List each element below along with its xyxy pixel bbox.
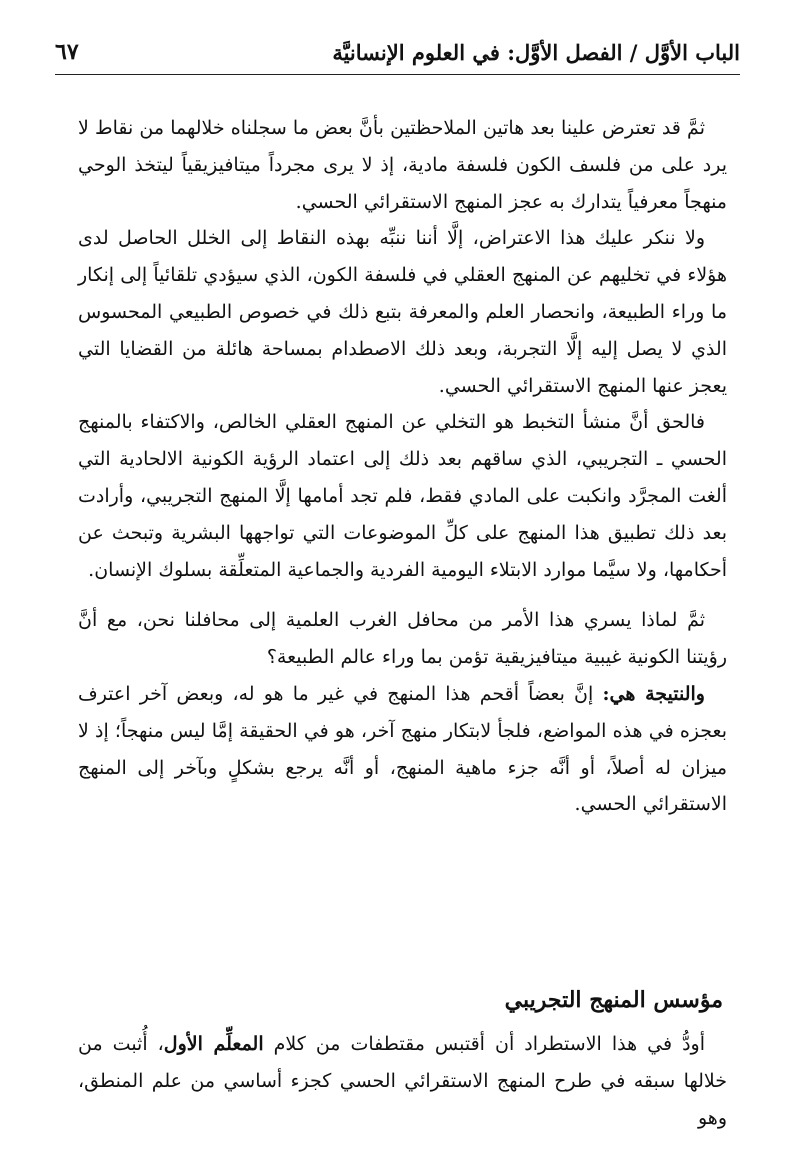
running-header bbox=[55, 30, 740, 75]
paragraph-3 bbox=[78, 404, 727, 588]
paragraph-lead: والنتيجة هي: bbox=[602, 682, 705, 705]
paragraph-text: أودُّ في هذا الاستطراد أن أقتبس مقتطفات من كلام bbox=[263, 1033, 705, 1055]
page-number: ٦٧ bbox=[55, 39, 79, 65]
paragraph-text: ، أُثبت من خلالها سبقه في طرح المنهج الاستقرائي الحسي كجزء أساسي من علم المنطق، وهو bbox=[78, 1033, 727, 1129]
paragraph-text: ثمَّ لماذا يسري هذا الأمر من محافل الغرب العلمية إلى محافلنا نحن، مع أنَّ رؤيتنا الكونية غيبية ميتافيزيقية تؤمن بما وراء عالم الطبيعة؟ bbox=[78, 609, 727, 669]
paragraph-text: فالحق أنَّ منشأ التخبط هو التخلي عن المنهج العقلي الخالص، والاكتفاء بالمنهج الحسي ـ التجريبي، الذي ساقهم بعد ذلك إلى اعتماد الرؤية الكونية الالحادية التي ألغت المجرَّد وانكبت على المادي فقط، فلم تجد أمامها إلَّا المنهج التجريبي، وأرادت بعد ذلك تطبيق هذا المنهج على كلِّ الموضوعات التي تواجهها البشرية وتبحث عن أحكامها، ولا سيَّما موارد الابتلاء اليومية الفردية والجماعية المتعلِّقة بسلوك الإنسان. bbox=[78, 411, 727, 581]
body-text bbox=[78, 110, 727, 823]
bold-term: المعلِّم الأول bbox=[163, 1033, 264, 1055]
header-title: الباب الأوَّل / الفصل الأوَّل: في العلوم الإنسانيَّة bbox=[332, 39, 740, 65]
paragraph-5 bbox=[78, 676, 727, 823]
paragraph-text: ولا ننكر عليك هذا الاعتراض، إلَّا أننا ننبِّه بهذه النقاط إلى الخلل الحاصل لدى هؤلاء في تخليهم عن المنهج العقلي في فلسفة الكون، الذي سيؤدي تلقائياً إلى إنكار ما وراء الطبيعة، وانحصار العلم والمعرفة بتبع ذلك في خصوص الطبيعي المحسوس الذي لا يصل إليه إلَّا التجربة، وبعد ذلك الاصطدام بمساحة هائلة من القضايا التي يعجز عنها المنهج الاستقرائي الحسي. bbox=[78, 227, 727, 397]
paragraph-text: ثمَّ قد تعترض علينا بعد هاتين الملاحظتين بأنَّ بعض ما سجلناه خلالهما من نقاط لا يرد على من فلسف الكون فلسفة مادية، إذ لا يرى مجرداً ميتافيزيقياً ليتخذ الوحي منهجاً معرفياً يتدارك به عجز المنهج الاستقرائي الحسي. bbox=[78, 117, 727, 213]
paragraph-4 bbox=[78, 602, 727, 676]
paragraph-text: إنَّ بعضاً أقحم هذا المنهج في غير ما هو له، وبعض آخر اعترف بعجزه في هذه المواضع، فلجأ لابتكار منهج آخر، هو في الحقيقة إمَّا ليس منهجاً؛ إذ لا ميزان له أصلاً، أو أنَّه جزء ماهية المنهج، أو أنَّه يرجع بشكلٍ وبآخر إلى المنهج الاستقرائي الحسي. bbox=[78, 682, 727, 816]
paragraph-6 bbox=[78, 1026, 727, 1136]
section-heading: مؤسس المنهج التجريبي bbox=[504, 987, 723, 1013]
paragraph-2 bbox=[78, 220, 727, 404]
paragraph-1 bbox=[78, 110, 727, 220]
final-paragraph-block bbox=[78, 1026, 727, 1136]
